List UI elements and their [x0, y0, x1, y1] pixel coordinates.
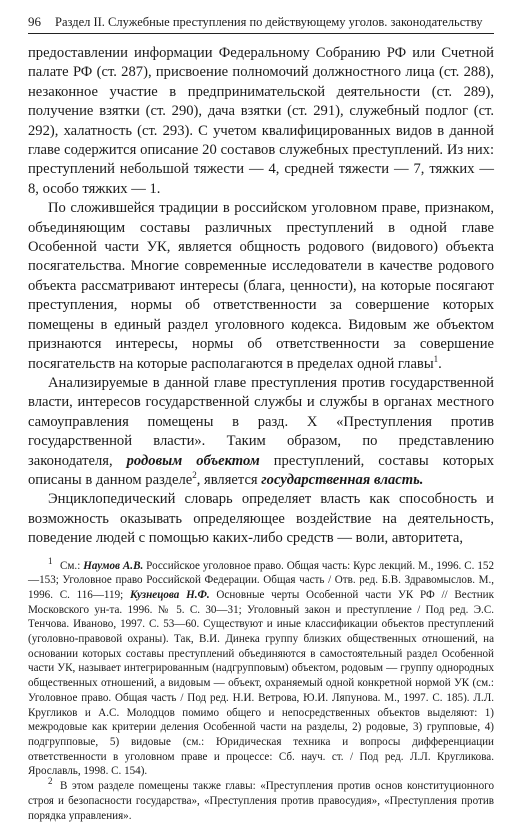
paragraph [28, 490, 494, 548]
footnote: $^2$ В этом разделе помещены также главы: «Преступления против основ конституционного строя и безопасности государства», «Преступления против правосудия», «Преступления против порядка управления». [28, 776, 494, 822]
text-run: Российское уголовное право. Общая часть: Курс лекций. М., 1996. С. 152—153; Уголовное право Российской Федерации. Общая часть / Отв. ред. Б.В. Здравомыслов. М., 1996. С. 116—119; [28, 559, 494, 601]
emphasis: Кузнецова Н.Ф. [129, 588, 210, 601]
footnote: $^1$ См.: Наумов А.В. Российское уголовное право. Общая часть: Курс лекций. М., 1996. С. 152—153; Уголовное право Российской Федерации. Общая часть / Отв. ред. Б.В. Здравомыслов. М., 1996. С. 116—119; Кузнецова Н.Ф. Основные черты Особенной части УК РФ // Вестник Московского ун-та. 1996. № 5. С. 30—31; Уголовный закон и преступление / Под ред. Э.С. Тенчова. Иваново, 1997. С. 53—60. Существуют и иные классификации объектов преступлений (уголовно-правовой охраны). Так, В.И. Динека группу близких общественных отношений, на основании которых составы преступлений объединяются в самостоятельный раздел Особенной части УК, называет интегрированным (надгрупповым) объектом, родовым — группу однородных общественных отношений, а видовым — объект, охраняемый одной конкретной нормой УК (см.: Уголовное право. Общая часть / Под ред. Н.И. Ветрова, Ю.И. Ляпунова. М., 1997. С. 185). Л.Л. Кругликов и А.С. Молодцов помимо общего и непосредственных объектов выделяют: 1) межродовые как критерии деления Особенной части на разделы, 2) родовые, 3) групповые, 4) подгрупповые, 5) видовые (см.: Юридическая техника и вопросы дифференциации ответственности в уголовном праве и процессе: Сб. науч. ст. / Под ред. Л.Л. Кругликова. Ярославль, 1998. С. 154). [28, 555, 494, 778]
emphasis: Наумов А.В. [83, 559, 144, 572]
text-run: По сложившейся традиции в российском уголовном праве, признаком, объединяющим составы различных преступлений в одной главе Особенной части УК, является общность родового (видового) объекта посягательства. Многие современные исследователи в качестве родового объекта рассматривают интересы (блага, ценности), на которые посягают преступления, нормы об ответственности за совершение которых помещены в единый раздел уголовного кодекса. Видовым же объектом признаются интересы, нормы об ответственности за совершение посягательств на которые располагаются в пределах одной главы [28, 200, 494, 372]
text-run: Энциклопедический словарь определяет власть как способность и возможность оказывать определяющее воздействие на деятельность, поведение людей с помощью каких-либо средств — воли, авторитета, [28, 491, 494, 547]
running-title: Раздел II. Служебные преступления по действующему уголов. законодательству [55, 15, 483, 29]
footnote-ref: 2 [192, 470, 197, 481]
text-run: Основные черты Особенной части УК РФ // Вестник Московского ун-та. 1996. № 5. С. 30—31; Уголовный закон и преступление / Под ред. Э.С. Тенчова. Иваново, 1997. С. 53—60. Существуют и иные классификации объектов преступлений (уголовно-правовой охраны). Так, В.И. Динека группу близких общественных отношений, на основании которых составы преступлений объединяются в самостоятельный раздел Особенной части УК, называет интегрированным (надгрупповым) объектом, родовым — группу однородных общественных отношений, а видовым — объект, охраняемый одной конкретной нормой УК (см.: Уголовное право. Общая часть / Под ред. Н.И. Ветрова, Ю.И. Ляпунова. М., 1997. С. 185). Л.Л. Кругликов и А.С. Молодцов помимо общего и непосредственных объектов выделяют: 1) межродовые как критерии деления Особенной части на разделы, 2) родовые, 3) групповые, 4) подгрупповые, 5) видовые (см.: Юридическая техника и вопросы дифференциации ответственности в уголовном праве и процессе: Сб. науч. ст. / Под ред. Л.Л. Кругликова. Ярославль, 1998. С. 154). [28, 588, 494, 778]
text-run: В этом разделе помещены также главы: «Преступления против основ конституционного строя и безопасности государства», «Преступления против правосудия», «Преступления против порядка управления». [28, 780, 494, 822]
paragraph [28, 374, 494, 490]
emphasis: государственная власть. [261, 471, 424, 488]
text-run: предоставлении информации Федеральному Собранию РФ или Счетной палате РФ (ст. 287), присвоение полномочий должностного лица (ст. 288), незаконное участие в предпринимательской деятельности (ст. 289), получение взятки (ст. 290), дача взятки (ст. 291), служебный подлог (ст. 292), халатность (ст. 293). С учетом квалифицированных видов в данной главе содержится описание 20 составов служебных преступлений. Из них: преступлений небольшой тяжести — 4, средней тяжести — 7, тяжких — 8, особо тяжких — 1. [28, 45, 494, 197]
footnote-ref: 1 [433, 353, 439, 364]
text-run: Анализируемые в данной главе преступления против государственной власти, интересов государственной службы и службы в органах местного самоуправления помещены в разд. X «Преступления против государственной власти». Таким образом, по представлению законодателя, [28, 374, 494, 469]
text-run: См.: [60, 559, 84, 572]
text-run: . [438, 355, 442, 372]
text-run: преступлений, составы которых описаны в данном разделе [28, 452, 495, 488]
paragraph [28, 44, 494, 199]
text-run: , является [196, 471, 262, 488]
running-header [28, 0, 494, 34]
main-text [28, 44, 494, 549]
footnotes [28, 555, 494, 823]
paragraph [28, 199, 494, 374]
page-number: 96 [28, 14, 41, 29]
emphasis: родовым объектом [126, 452, 260, 469]
